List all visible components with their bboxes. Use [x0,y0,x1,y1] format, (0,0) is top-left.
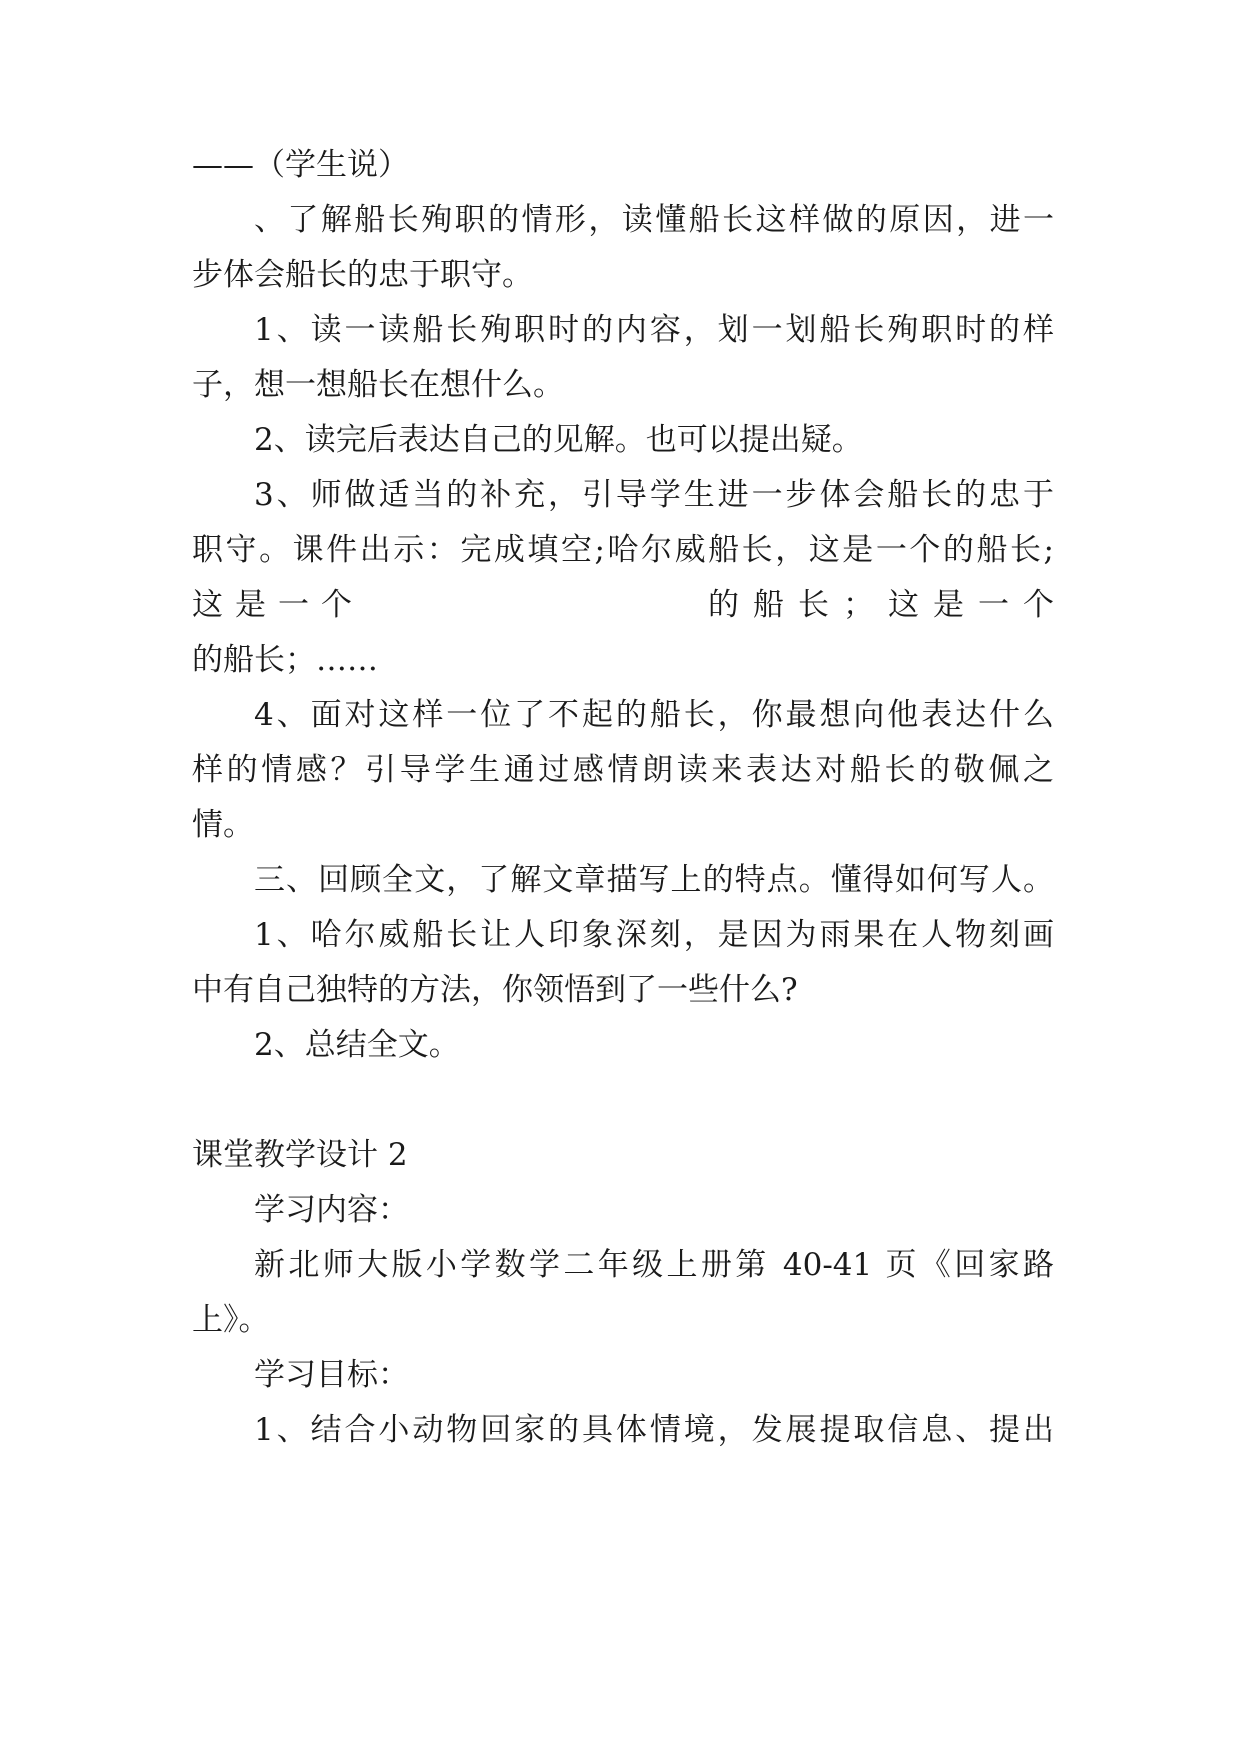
text-line: 学习目标： [254,1357,409,1393]
text-line: 子，想一想船长在想什么。 [192,367,564,403]
blank-char: 一 [278,587,309,623]
text-line: 情。 [192,807,254,843]
blank-char: 个 [321,587,352,623]
text-line: 的船长；…… [192,642,378,678]
blank-char: 这 [192,587,223,623]
blank-char: 一 [978,587,1009,623]
text-line: 步体会船长的忠于职守。 [192,257,533,293]
text-line: ——（学生说） [192,147,409,183]
blank-char: 个 [1023,587,1054,623]
blank-char: 的 [708,587,739,623]
text-line: 3、师做适当的补充，引导学生进一步体会船长的忠于 [254,477,1054,513]
text-line: 、了解船长殉职的情形，读懂船长这样做的原因，进一 [254,202,1054,238]
text-line: 样的情感？引导学生通过感情朗读来表达对船长的敬佩之 [192,752,1054,788]
fill-blank-line [192,585,1054,625]
text-line: 1、结合小动物回家的具体情境，发展提取信息、提出 [254,1412,1054,1448]
blank-char: 这 [888,587,919,623]
text-line: 职守。课件出示：完成填空;哈尔威船长，这是一个的船长; [192,532,1054,568]
text-line: 2、总结全文。 [254,1027,460,1063]
blank-char: ； [843,587,874,623]
section-title: 课堂教学设计 2 [192,1137,408,1173]
text-line: 4、面对这样一位了不起的船长，你最想向他表达什么 [254,697,1054,733]
text-line: 2、读完后表达自己的见解。也可以提出疑。 [254,422,863,458]
text-line: 新北师大版小学数学二年级上册第 40-41 页《回家路 [254,1247,1054,1283]
blank-char: 长 [798,587,829,623]
text-line: 学习内容： [254,1192,409,1228]
text-line: 中有自己独特的方法，你领悟到了一些什么? [192,972,798,1008]
text-line: 1、读一读船长殉职时的内容，划一划船长殉职时的样 [254,312,1054,348]
blank-char: 是 [933,587,964,623]
text-line: 1、哈尔威船长让人印象深刻，是因为雨果在人物刻画 [254,917,1054,953]
blank-char: 船 [753,587,784,623]
text-line: 三、回顾全文，了解文章描写上的特点。懂得如何写人。 [254,862,1054,898]
blank-char: 是 [235,587,266,623]
text-line: 上》。 [192,1302,270,1338]
